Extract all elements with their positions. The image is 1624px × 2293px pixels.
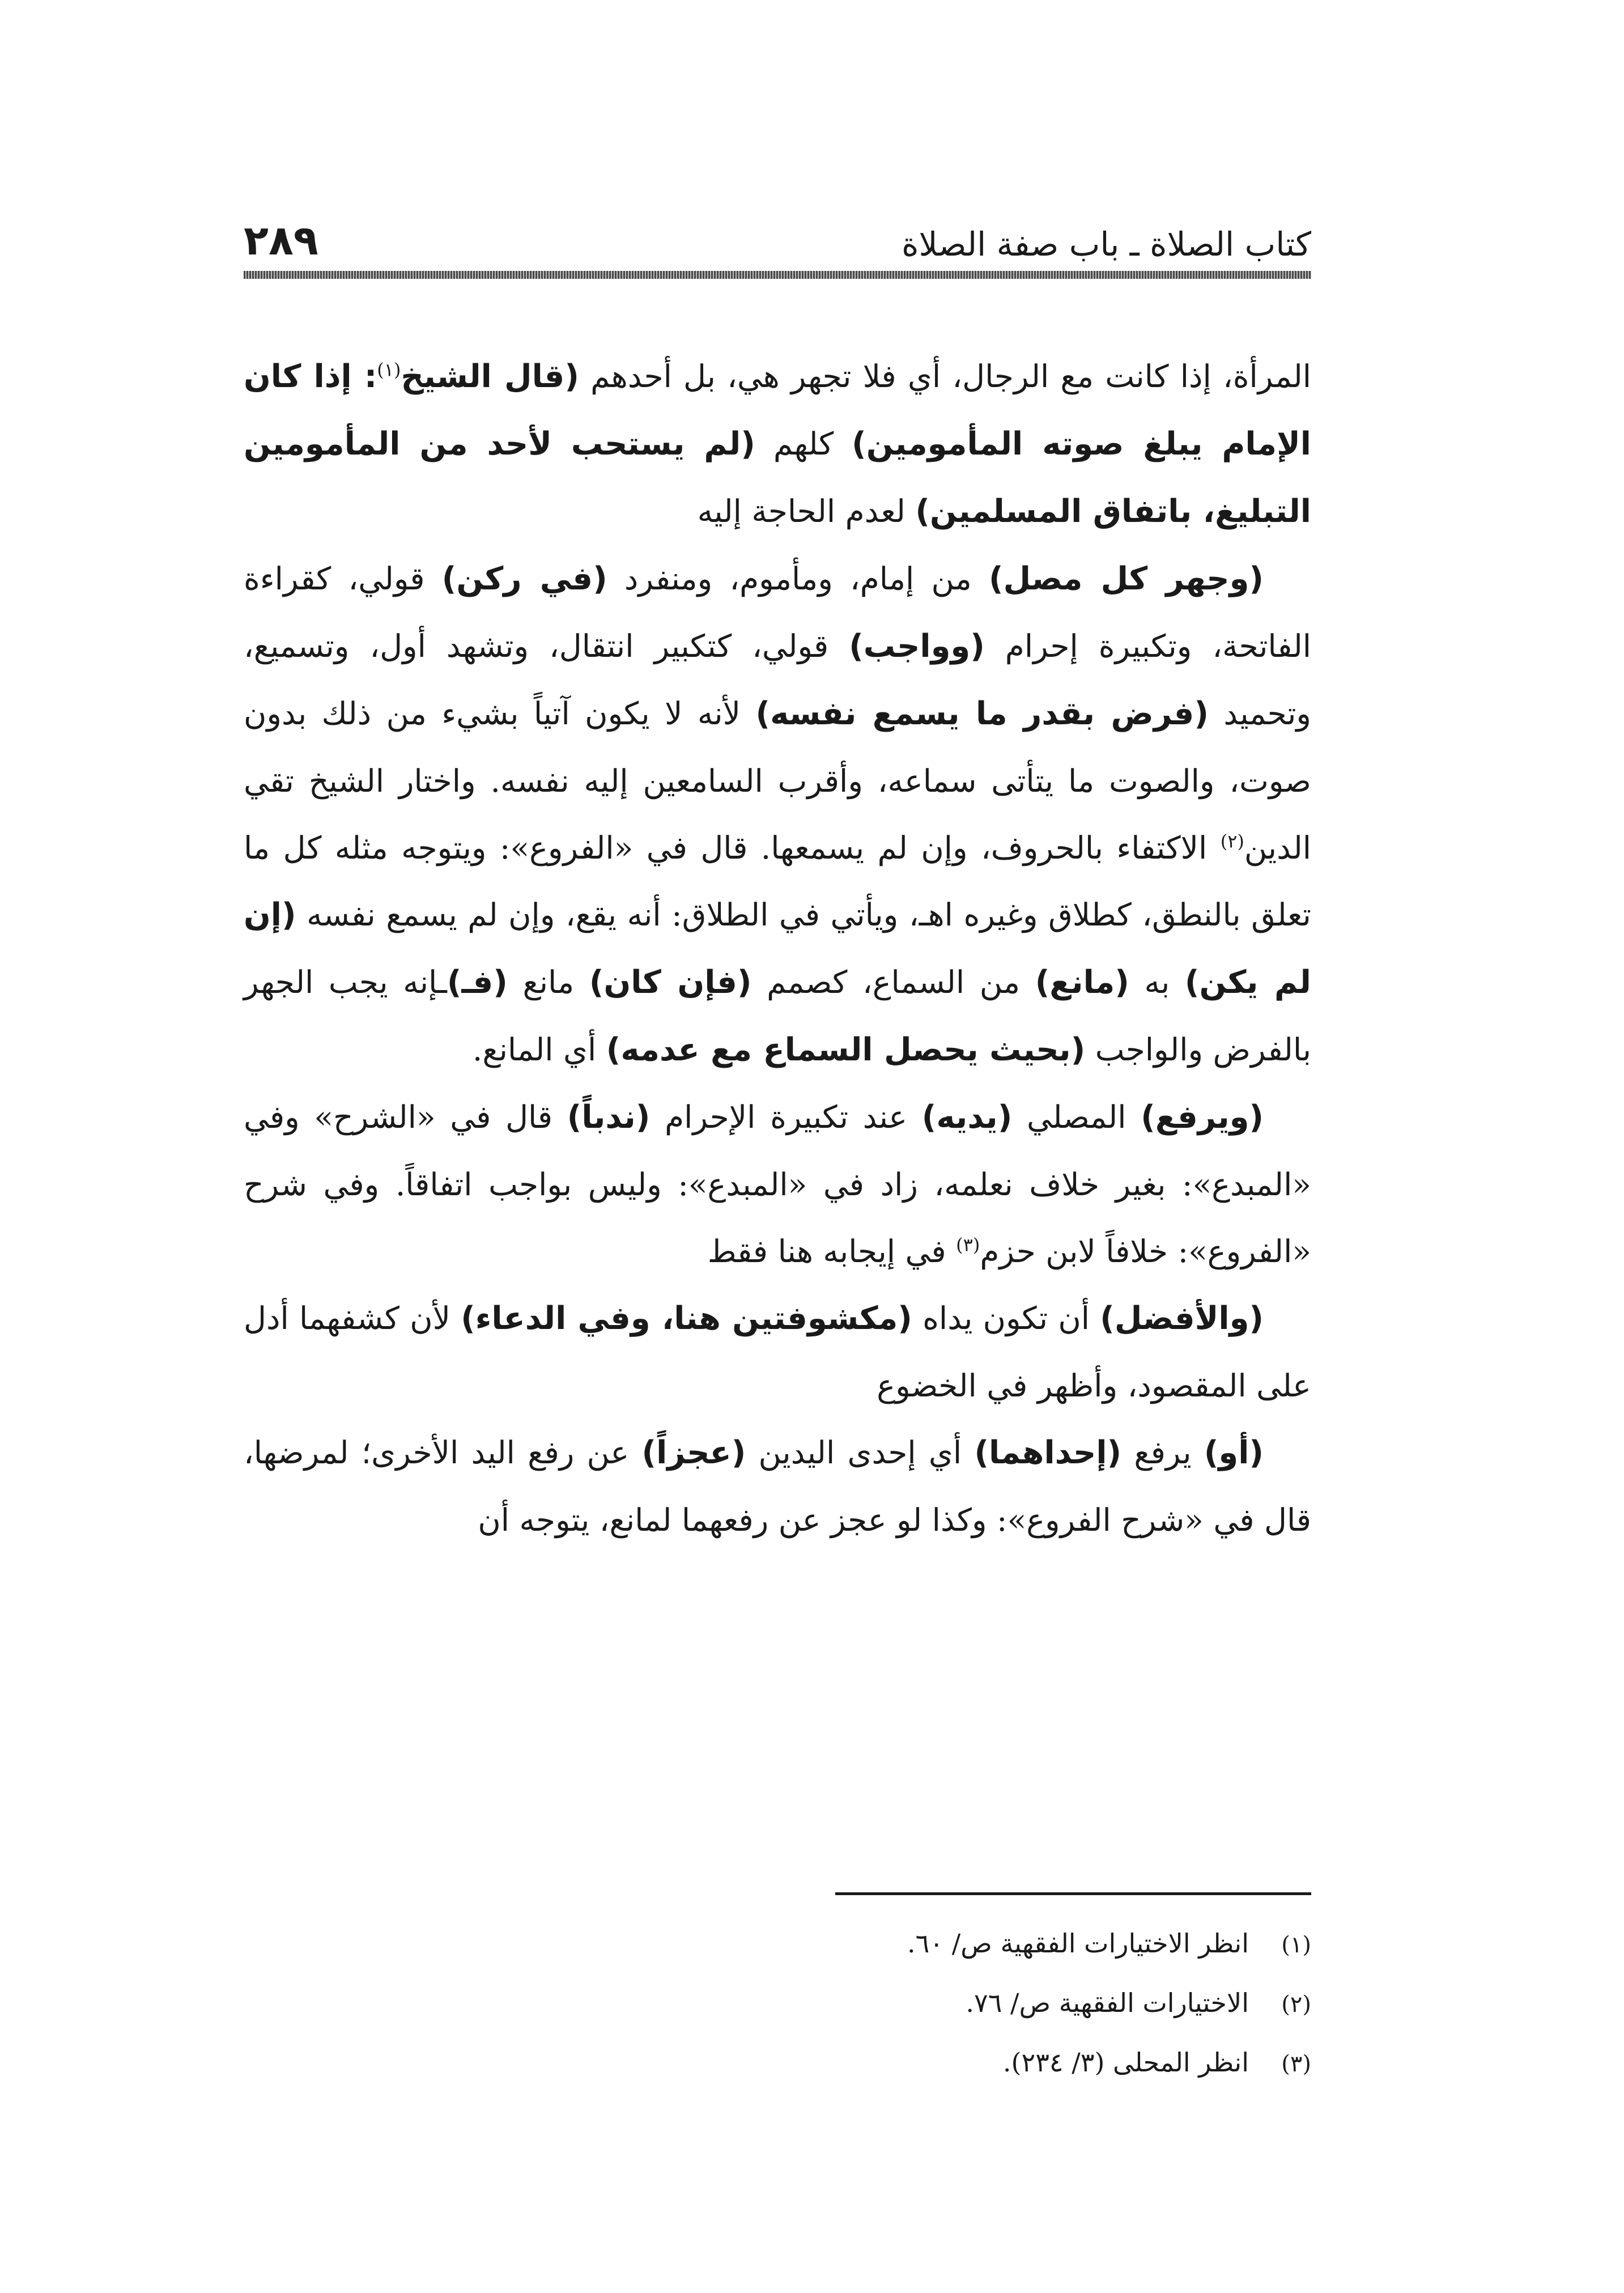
- footnote-text: انظر المحلى (٣/ ٢٣٤).: [1002, 2047, 1249, 2078]
- commentary-text: كلهم: [755, 426, 852, 462]
- matn-text: (قال الشيخ: [401, 358, 579, 395]
- commentary-text: به: [1129, 964, 1185, 1000]
- paragraph: [244, 1084, 1311, 1285]
- commentary-text: لعدم الحاجة إليه: [697, 493, 916, 529]
- commentary-text: لأنه لا يكون آتياً بشيء من ذلك بدون صوت، والصوت ما يتأتى سماعه، وأقرب السامعين إليه نفسه. واختار الشيخ تقي الدين: [244, 695, 1311, 866]
- commentary-text: يرفع: [1121, 1434, 1204, 1471]
- matn-text: (مانع): [1035, 964, 1129, 1001]
- commentary-text: المصلي: [1012, 1099, 1141, 1135]
- matn-text: (فـ): [447, 964, 508, 1001]
- matn-text: (ويرفع): [1141, 1099, 1264, 1136]
- commentary-text: عند تكبيرة الإحرام: [650, 1099, 922, 1135]
- paragraph: [244, 545, 1311, 1084]
- matn-text: : إذا كان الإمام يبلغ صوته المأمومين): [244, 358, 1311, 462]
- matn-text: (بحيث يحصل السماع مع عدمه): [606, 1031, 1086, 1068]
- commentary-text: من السماع، كصمم: [751, 964, 1035, 1000]
- footnote-marker: (١): [377, 359, 401, 381]
- footnote-marker: (٣): [956, 1234, 980, 1256]
- footnote-2: [461, 1974, 1311, 2033]
- paragraph: [244, 343, 1311, 545]
- commentary-text: أي إحدى اليدين: [746, 1434, 975, 1471]
- commentary-text: الاكتفاء بالحروف، وإن لم يسمعها. قال في «الفروع»: ويتوجه مثله كل ما تعلق بالنطق، كطلاق وغيره اهـ، ويأتي في الطلاق: أنه يقع، وإن لم يسمع نفسه: [244, 830, 1311, 933]
- commentary-text: عن رفع اليد الأخرى؛ لمرضها، قال في «شرح الفروع»: وكذا لو عجز عن رفعهما لمانع، يتوجه أن: [244, 1434, 1311, 1538]
- commentary-text: المرأة، إذا كانت مع الرجال، أي فلا تجهر هي، بل أحدهم: [579, 358, 1311, 394]
- commentary-text: مانع: [507, 964, 589, 1000]
- footnote-1: [461, 1914, 1311, 1974]
- footnote-separator: [835, 1892, 1311, 1895]
- matn-text: (وجهر كل مصل): [989, 560, 1264, 597]
- matn-text: (عجزاً): [641, 1434, 746, 1471]
- matn-text: (ندباً): [567, 1099, 651, 1136]
- matn-text: (أو): [1204, 1434, 1264, 1471]
- commentary-text: أي المانع.: [472, 1031, 606, 1068]
- matn-text: (فرض بقدر ما يسمع نفسه): [755, 695, 1209, 732]
- commentary-text: قال في «الشرح» وفي «المبدع»: بغير خلاف نعلمه، زاد في «المبدع»: وليس بواجب اتفاقاً. وفي شرح «الفروع»: خلافاً لابن حزم: [244, 1099, 1311, 1269]
- footnote-3: [461, 2033, 1311, 2093]
- page-number: ٢٨٩: [244, 216, 318, 264]
- footnote-number: (٣): [1281, 2051, 1311, 2077]
- footnotes: [461, 1914, 1311, 2093]
- paragraph: [244, 1419, 1311, 1553]
- commentary-text: أن تكون يداه: [912, 1300, 1100, 1336]
- matn-text: (يديه): [921, 1099, 1013, 1136]
- footnote-number: (٢): [1281, 1991, 1311, 2018]
- commentary-text: قولي، كتكبير انتقال، وتشهد أول، وتسميع، وتحميد: [244, 628, 1311, 732]
- running-title: كتاب الصلاة ـ باب صفة الصلاة: [902, 225, 1311, 264]
- footnote-text: انظر الاختيارات الفقهية ص/ ٦٠.: [907, 1928, 1249, 1959]
- footnote-number: (١): [1281, 1932, 1311, 1958]
- footnote-text: الاختيارات الفقهية ص/ ٧٦.: [966, 1988, 1249, 2018]
- commentary-text: ـإنه يجب الجهر بالفرض والواجب: [244, 964, 1311, 1068]
- matn-text: (فإن كان): [589, 964, 752, 1001]
- matn-text: (لم يستحب لأحد من المأمومين التبليغ، باتفاق المسلمين): [244, 426, 1311, 530]
- footnote-marker: (٢): [1220, 830, 1244, 852]
- header-rule: [244, 271, 1311, 279]
- commentary-text: قولي، كقراءة الفاتحة، وتكبيرة إحرام: [244, 560, 1311, 664]
- commentary-text: في إيجابه هنا فقط: [707, 1233, 956, 1269]
- commentary-text: لأن كشفهما أدل على المقصود، وأظهر في الخضوع: [244, 1300, 1311, 1404]
- matn-text: (والأفضل): [1100, 1300, 1264, 1337]
- body-text: [244, 343, 1311, 1553]
- matn-text: (إن لم يكن): [244, 897, 1311, 1001]
- page-header: [244, 210, 1311, 264]
- matn-text: (مكشوفتين هنا، وفي الدعاء): [461, 1300, 912, 1337]
- commentary-text: من إمام، ومأموم، ومنفرد: [607, 560, 989, 597]
- matn-text: (وواجب): [849, 628, 985, 665]
- paragraph: [244, 1285, 1311, 1419]
- matn-text: (في ركن): [441, 560, 607, 597]
- matn-text: (إحداهما): [974, 1434, 1122, 1471]
